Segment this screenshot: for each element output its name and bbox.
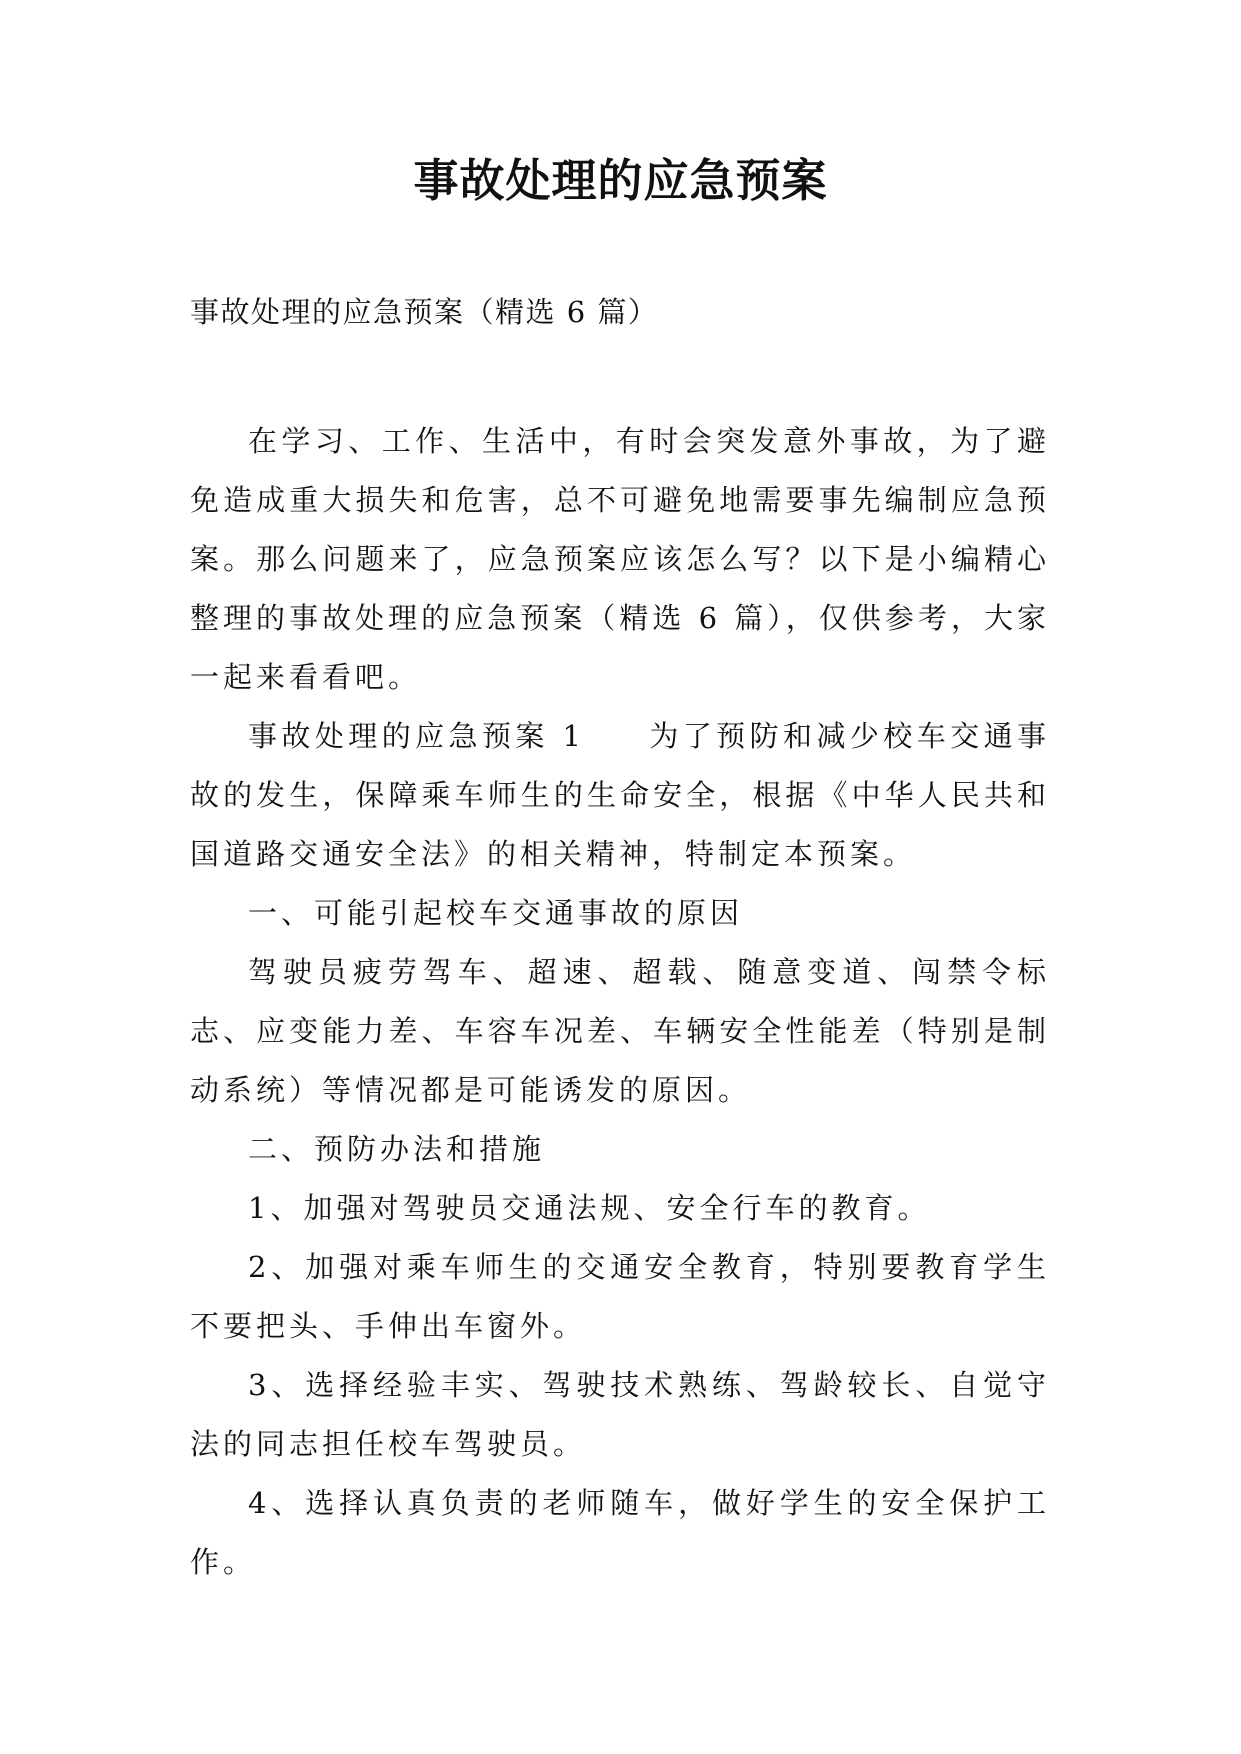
document-subtitle: 事故处理的应急预案（精选 6 篇）	[190, 295, 659, 329]
document-title: 事故处理的应急预案	[413, 154, 828, 207]
cause-paragraph: 驾驶员疲劳驾车、超速、超载、随意变道、闯禁令标志、应变能力差、车容车况差、车辆安全性能差（特别是制动系统）等情况都是可能诱发的原因。	[190, 955, 1050, 1107]
intro-paragraph: 在学习、工作、生活中，有时会突发意外事故，为了避免造成重大损失和危害，总不可避免地需要事先编制应急预案。那么问题来了，应急预案应该怎么写？以下是小编精心整理的事故处理的应急预案（精选 6 篇），仅供参考，大家一起来看看吧。	[190, 424, 1050, 694]
document-body	[190, 412, 1050, 1592]
section-1-text: 为了预防和减少校车交通事故的发生，保障乘车师生的生命安全，根据《中华人民共和国道路交通安全法》的相关精神，特制定本预案。	[190, 719, 1050, 871]
section-1-paragraph	[190, 707, 1050, 884]
cause-heading: 一、可能引起校车交通事故的原因	[248, 896, 744, 930]
measure-heading: 二、预防办法和措施	[248, 1132, 546, 1166]
measure-item-2: 2、加强对乘车师生的交通安全教育，特别要教育学生不要把头、手伸出车窗外。	[190, 1250, 1050, 1343]
section-1-heading: 事故处理的应急预案 1	[248, 719, 585, 753]
measure-item-1: 1、加强对驾驶员交通法规、安全行车的教育。	[248, 1191, 931, 1225]
measure-item-4: 4、选择认真负责的老师随车，做好学生的安全保护工作。	[190, 1486, 1050, 1579]
measure-item-3: 3、选择经验丰实、驾驶技术熟练、驾龄较长、自觉守法的同志担任校车驾驶员。	[190, 1368, 1050, 1461]
